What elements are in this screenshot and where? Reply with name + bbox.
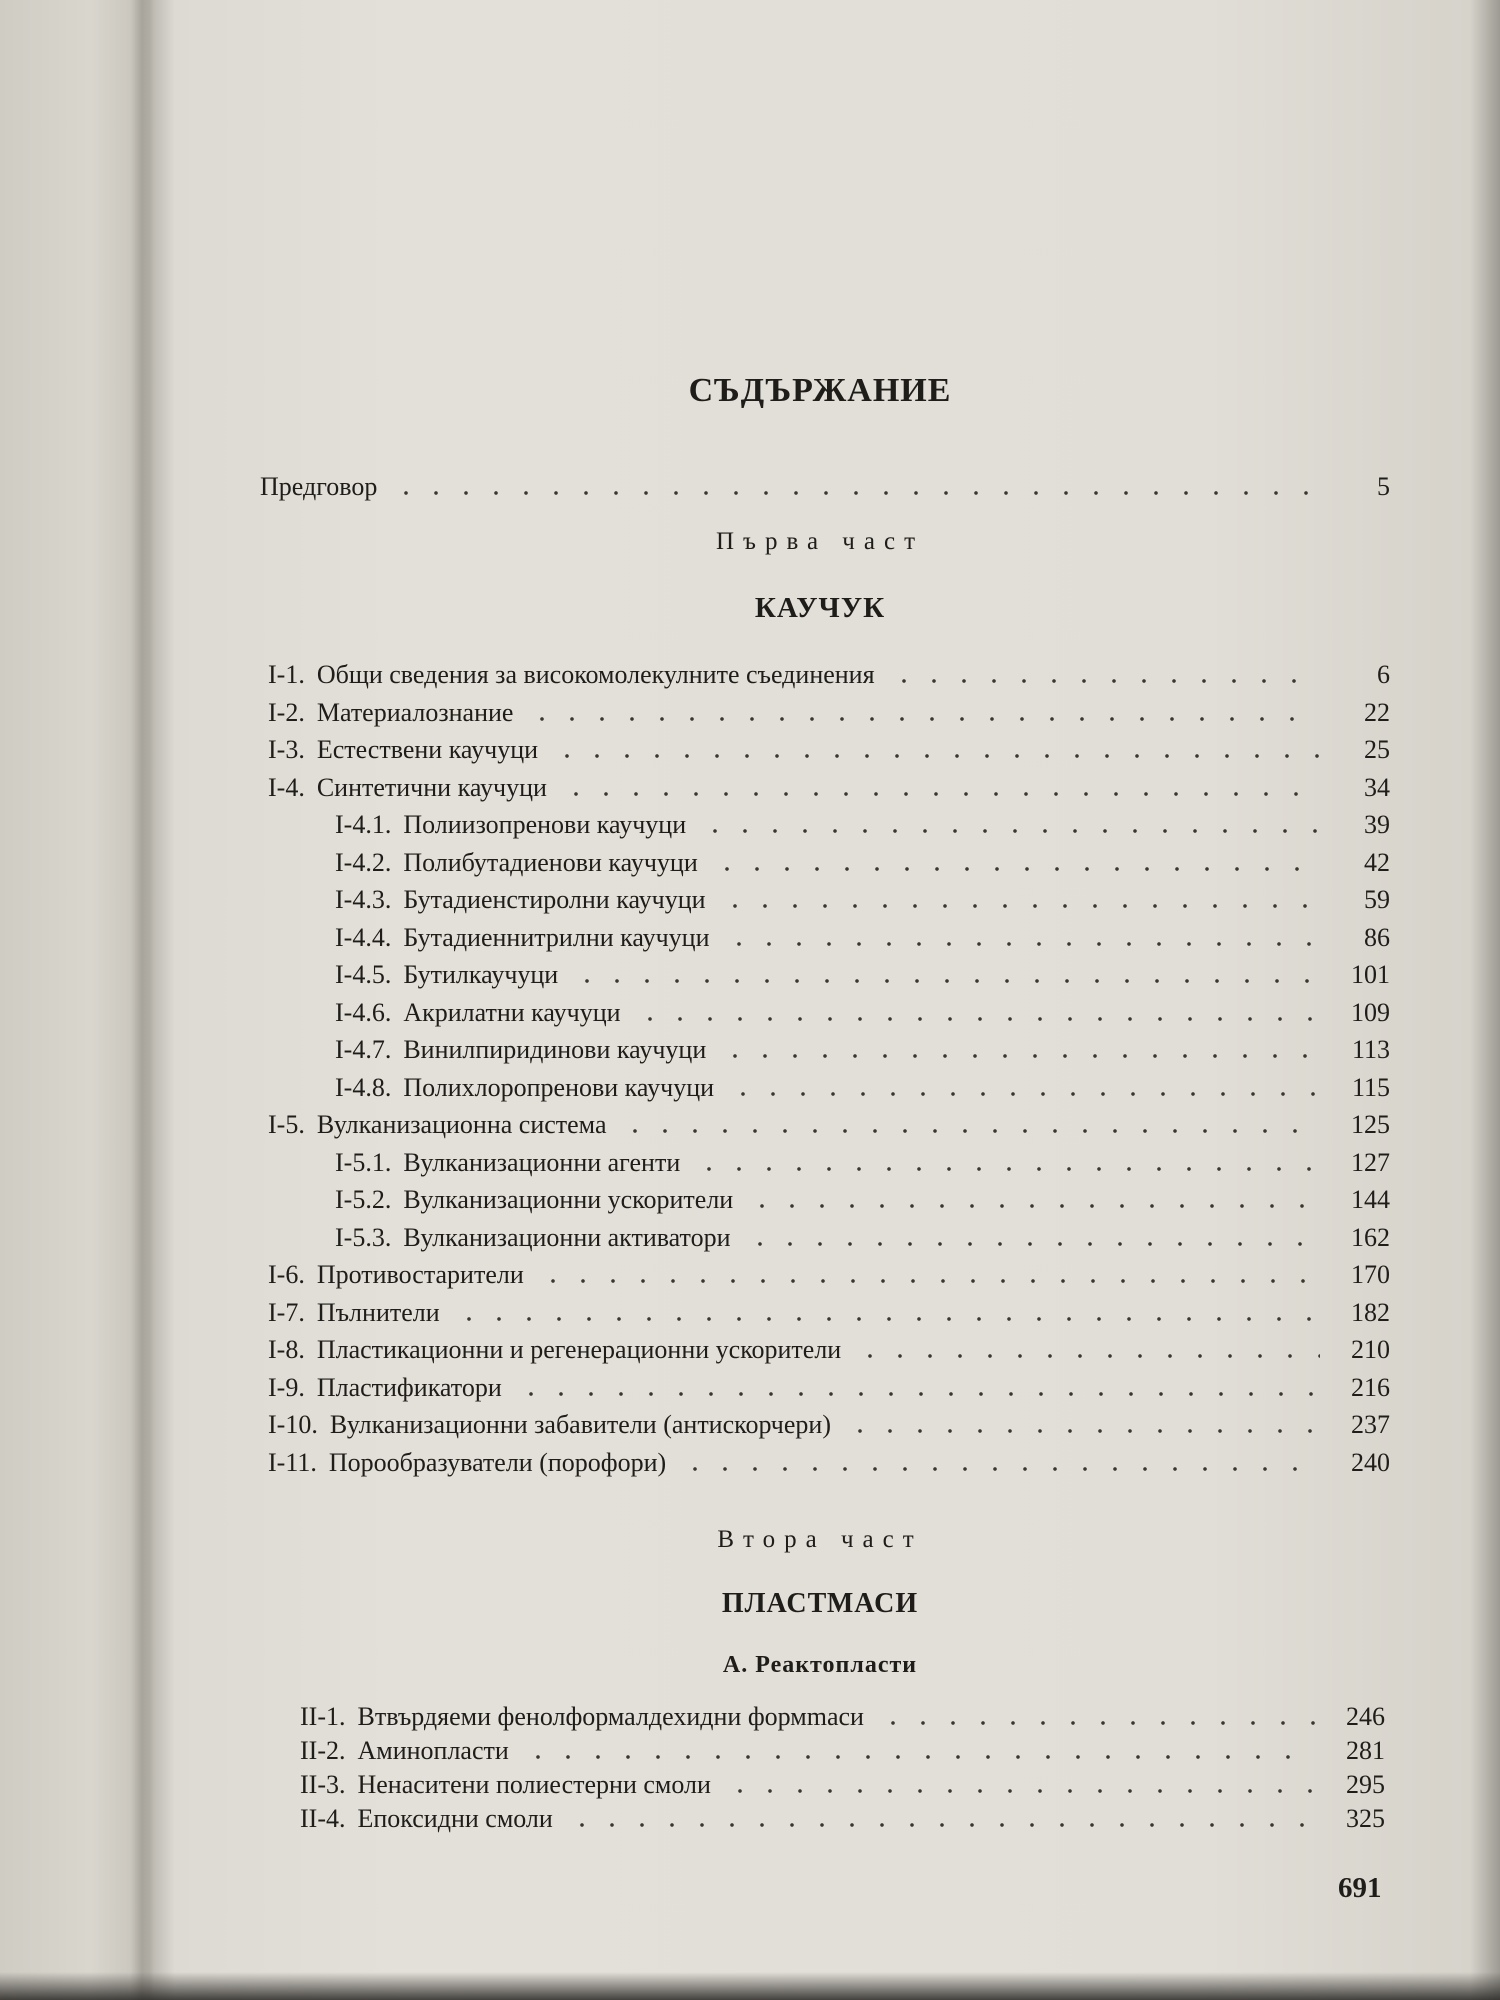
toc-entry[interactable] <box>335 808 1390 842</box>
toc-entry-number: I-3. <box>268 735 305 764</box>
toc-entry-label <box>335 958 566 992</box>
toc-entry[interactable] <box>268 733 1390 767</box>
toc-entry[interactable] <box>335 1221 1390 1255</box>
leader-dots <box>845 1408 1320 1442</box>
toc-entry-title: Синтетични каучуци <box>316 772 547 802</box>
leader-dots <box>889 658 1320 692</box>
leader-dots <box>527 696 1320 730</box>
toc-entry-title: Пластификатори <box>316 1372 502 1402</box>
toc-page-number: 162 <box>1351 1222 1390 1252</box>
toc-entry-title: Материалознание <box>316 697 514 727</box>
toc-page-number: 325 <box>1346 1804 1385 1833</box>
toc-entry-number: I-4.1. <box>335 810 392 839</box>
toc-entry[interactable] <box>268 1333 1390 1367</box>
toc-entry-label <box>335 1071 722 1105</box>
leader-dots <box>572 958 1320 992</box>
leader-dots <box>454 1296 1320 1330</box>
toc-entry-label <box>335 996 629 1030</box>
leader-dots <box>567 1802 1315 1836</box>
part-two-label: Втора част <box>717 1526 923 1553</box>
toc-page-number: 281 <box>1346 1736 1385 1765</box>
toc-entry[interactable] <box>300 1734 1385 1768</box>
toc-entry[interactable] <box>300 1768 1385 1802</box>
toc-entry-label <box>268 1408 839 1442</box>
toc-entry-title: Полихлоропренови каучуци <box>403 1072 715 1102</box>
toc-page-number: 25 <box>1364 735 1390 764</box>
part-one-title: КАУЧУК <box>754 592 886 624</box>
toc-page-number: 101 <box>1351 960 1390 989</box>
toc-page-number: 127 <box>1351 1147 1390 1177</box>
leader-dots <box>747 1183 1320 1217</box>
toc-page-number: 237 <box>1351 1410 1390 1439</box>
toc-entry-title: Вулканизационна система <box>316 1110 607 1139</box>
toc-entry-label <box>335 1033 714 1067</box>
toc-page-number: 144 <box>1351 1185 1390 1214</box>
toc-entry-label <box>268 1296 448 1330</box>
leader-dots <box>516 1371 1320 1405</box>
toc-entry-title: Бутилкаучуци <box>403 960 559 989</box>
toc-entry-title: Полибутадиенови каучуци <box>403 847 698 877</box>
toc-entry-number: II-1. <box>300 1702 346 1731</box>
toc-entry[interactable] <box>335 1146 1390 1180</box>
leader-dots <box>745 1221 1320 1255</box>
toc-entry-label <box>268 1258 532 1292</box>
toc-entry-number: I-4.6. <box>335 997 392 1027</box>
toc-entry-number: I-10. <box>268 1410 318 1439</box>
toc-entry-number: I-5.3. <box>335 1222 392 1252</box>
leader-dots <box>561 771 1320 805</box>
toc-entry-title: Естествени каучуци <box>316 735 539 764</box>
toc-page-number: 6 <box>1377 660 1390 689</box>
part-one-label: Първа част <box>716 528 924 555</box>
toc-entry[interactable] <box>300 1700 1385 1734</box>
toc-entry-label <box>268 1108 614 1142</box>
toc-page-number: 240 <box>1351 1447 1390 1477</box>
leader-dots <box>552 733 1320 767</box>
leader-dots <box>728 1071 1320 1105</box>
leader-dots <box>725 1768 1315 1802</box>
toc-entry-number: II-2. <box>300 1736 346 1765</box>
toc-page-number: 182 <box>1351 1297 1390 1327</box>
leader-dots <box>720 1033 1320 1067</box>
toc-entry-label <box>335 1146 688 1180</box>
contents-heading: СЪДЪРЖАНИЕ <box>688 372 952 409</box>
toc-entry-title: Ненаситени полиестерни смоли <box>357 1770 711 1799</box>
toc-entry[interactable] <box>268 658 1390 692</box>
toc-entry-label <box>300 1700 872 1734</box>
toc-entry-number: I-4.3. <box>335 885 392 914</box>
toc-entry-title: Бутадиенстиролни каучуци <box>403 885 706 914</box>
toc-entry[interactable] <box>268 771 1390 805</box>
toc-entry-title: Вулканизационни активатори <box>403 1222 731 1252</box>
toc-page-number: 216 <box>1351 1372 1390 1402</box>
toc-entry-title: Общи сведения за високомолекулните съединения <box>316 660 875 689</box>
toc-entry-title: Винилпиридинови каучуци <box>403 1035 707 1064</box>
toc-entry-number: I-4.5. <box>335 960 392 989</box>
leader-dots <box>680 1446 1320 1480</box>
toc-entry-label <box>268 658 883 692</box>
toc-entry-title: Предговор <box>260 472 378 501</box>
toc-entry[interactable] <box>335 883 1390 917</box>
leader-dots <box>720 883 1320 917</box>
toc-entry-number: I-4.7. <box>335 1035 392 1064</box>
leader-dots <box>620 1108 1320 1142</box>
toc-entry-title: Втвърдяеми фенолформалдехидни формmаси <box>357 1702 864 1731</box>
toc-entry[interactable] <box>268 1446 1390 1480</box>
toc-page-number: 170 <box>1351 1260 1390 1289</box>
toc-page-number: 246 <box>1346 1702 1385 1731</box>
toc-entry-label <box>268 1333 849 1367</box>
toc-entry-label <box>335 883 714 917</box>
toc-entry-label <box>268 1446 674 1480</box>
toc-entry[interactable] <box>268 1258 1390 1292</box>
toc-entry-number: II-3. <box>300 1770 346 1799</box>
toc-entry-title: Епоксидни смоли <box>357 1804 553 1833</box>
leader-dots <box>700 808 1320 842</box>
toc-page-number: 113 <box>1351 1035 1390 1064</box>
leader-dots <box>538 1258 1320 1292</box>
part-two-title: ПЛАСТМАСИ <box>721 1588 919 1619</box>
toc-entry-number: I-8. <box>268 1335 305 1364</box>
toc-entry-number: II-4. <box>300 1804 346 1833</box>
toc-entry[interactable] <box>268 1296 1390 1330</box>
toc-page-number: 22 <box>1364 697 1390 727</box>
toc-entry-title: Вулканизационни агенти <box>403 1147 681 1177</box>
leader-dots <box>712 846 1320 880</box>
toc-page-number: 210 <box>1351 1335 1390 1364</box>
toc-entry-label <box>268 771 555 805</box>
binding-fold <box>130 0 154 2000</box>
toc-entry-number: I-1. <box>268 660 305 689</box>
toc-page-number: 59 <box>1364 885 1390 914</box>
toc-entry[interactable] <box>335 1183 1390 1217</box>
toc-page-number: 109 <box>1351 997 1390 1027</box>
toc-entry-label <box>268 733 546 767</box>
section-a-title: А. Реактопласти <box>722 1652 918 1678</box>
toc-entry-title: Порообразуватели (порофори) <box>328 1447 667 1477</box>
toc-entry-number: I-4.2. <box>335 847 392 877</box>
toc-page-number: 39 <box>1364 810 1390 839</box>
toc-entry[interactable] <box>268 1371 1390 1405</box>
toc-entry[interactable] <box>335 921 1390 955</box>
toc-entry-label <box>268 1371 510 1405</box>
toc-entry[interactable] <box>268 1108 1390 1142</box>
toc-entry-title: Противостарители <box>316 1260 524 1289</box>
toc-entry-title: Аминопласти <box>357 1736 509 1765</box>
toc-entry-title: Вулканизационни ускорители <box>403 1185 734 1214</box>
leader-dots <box>855 1333 1320 1367</box>
page-folio: 691 <box>1338 1872 1382 1904</box>
toc-entry-label <box>335 921 718 955</box>
toc-entry[interactable] <box>335 958 1390 992</box>
toc-page-number: 295 <box>1346 1770 1385 1799</box>
toc-entry[interactable] <box>335 996 1390 1030</box>
leader-dots <box>391 470 1330 504</box>
toc-entry[interactable] <box>335 846 1390 880</box>
toc-entry-label <box>300 1802 561 1836</box>
toc-entry-title: Полиизопренови каучуци <box>403 810 687 839</box>
leader-dots <box>694 1146 1320 1180</box>
toc-entry-label <box>335 1221 739 1255</box>
toc-entry-title: Бутадиеннитрилни каучуци <box>403 922 710 952</box>
toc-entry-preface[interactable] <box>260 470 1390 504</box>
toc-entry-label <box>300 1768 719 1802</box>
toc-entry-number: I-5.1. <box>335 1147 392 1177</box>
toc-entry[interactable] <box>335 1071 1390 1105</box>
toc-page-number: 5 <box>1377 472 1390 501</box>
toc-entry-label <box>335 1183 741 1217</box>
toc-entry-number: I-4.8. <box>335 1072 392 1102</box>
toc-entry-label <box>300 1734 517 1768</box>
toc-entry-title: Вулканизационни забавители (антискорчери) <box>329 1410 831 1439</box>
toc-entry[interactable] <box>300 1802 1385 1836</box>
toc-page-number: 34 <box>1364 772 1390 802</box>
leader-dots <box>878 1700 1315 1734</box>
toc-entry-label <box>335 808 694 842</box>
toc-entry-number: I-4. <box>268 772 305 802</box>
toc-page-number: 125 <box>1351 1110 1390 1139</box>
toc-entry-number: I-9. <box>268 1372 305 1402</box>
toc-entry-label <box>335 846 706 880</box>
toc-page-number: 115 <box>1351 1072 1390 1102</box>
toc-entry-title: Пластикационни и регенерационни ускорители <box>316 1335 842 1364</box>
toc-entry-number: I-6. <box>268 1260 305 1289</box>
toc-entry-number: I-5. <box>268 1110 305 1139</box>
toc-page-number: 86 <box>1364 922 1390 952</box>
toc-entry-title: Акрилатни каучуци <box>403 997 621 1027</box>
page-edge-shadow <box>0 1972 1500 2000</box>
toc-entry-label <box>268 696 521 730</box>
leader-dots <box>724 921 1320 955</box>
toc-entry-number: I-11. <box>268 1447 317 1477</box>
toc-page-number: 42 <box>1364 847 1390 877</box>
toc-entry[interactable] <box>268 1408 1390 1442</box>
toc-entry-title: Пълнители <box>316 1297 440 1327</box>
toc-entry-number: I-7. <box>268 1297 305 1327</box>
toc-entry[interactable] <box>268 696 1390 730</box>
toc-entry-number: I-5.2. <box>335 1185 392 1214</box>
toc-entry-number: I-4.4. <box>335 922 392 952</box>
leader-dots <box>523 1734 1315 1768</box>
leader-dots <box>635 996 1320 1030</box>
toc-entry-number: I-2. <box>268 697 305 727</box>
toc-entry[interactable] <box>335 1033 1390 1067</box>
